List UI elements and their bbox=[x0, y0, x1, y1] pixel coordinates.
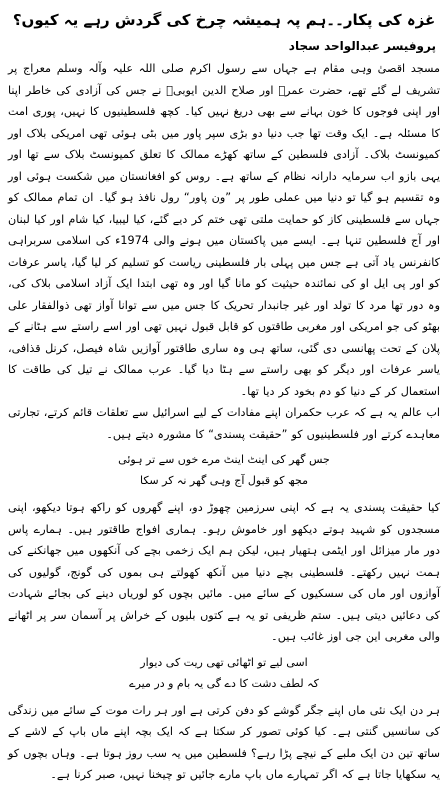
poem-couplet bbox=[8, 449, 440, 491]
paragraph: کیا حقیقت پسندی یہ ہے کہ اپنی سرزمین چھوڑ دو، اپنے گھروں کو راکھ ہوتا دیکھو، اپنی مسجدوں کو شہید ہوتے دیکھو اور خاموش رہو۔ ہماری افواج طاقتور ہیں۔ ہمارے پاس دور مار میزائل اور ایٹمی ہتھیار ہیں، لیکن ہم ایک زخمی بچے کی آنکھوں میں جھانکنے کی ہمت نہیں رکھتے۔ فلسطینی بچے دنیا میں آنکھ کھولتے ہی بموں کی گونج، گولیوں کی آوازوں اور ماں کی سسکیوں کے سائے میں۔ مائیں بچوں کو لوریاں دینے کی بجائے شہادت کی دعائیں دیتی ہیں۔ ستم ظریفی تو یہ ہے کتوں بلیوں کے خراش پر آسمان سر پر اٹھانے والی مغربی این جی اوز غائب ہیں۔ bbox=[8, 501, 440, 643]
poem-line: اسی لیے تو اٹھائی تھی ریت کی دیوار bbox=[140, 655, 308, 669]
poem-line: کہ لطف دشت کا دے گی یہ بام و در میرے bbox=[129, 676, 319, 690]
poem-couplet bbox=[8, 652, 440, 694]
author-byline: پروفیسر عبدالواحد سجاد bbox=[288, 39, 436, 53]
poem-line: جس گھر کی اینٹ اینٹ مرے خوں سے تر ہوئی bbox=[118, 453, 330, 466]
paragraph: مسجد اقصیٰ وہی مقام ہے جہاں سے رسول اکرم صلی اللہ علیہ وآلہ وسلم معراج پر تشریف لے گئے تھے، حضرت عمرؓ اور صلاح الدین ایوبیؒ نے جس کی آزادی کی خاطر اپنا اور اپنی فوجوں کا خون بہانے سے بھی دریغ نہیں کیا۔ کچھ فلسطینیوں کا نہیں، پوری امت کا مسئلہ ہے۔ ایک وقت تھا جب دنیا دو بڑی سپر پاور میں بٹی ہوئی تھی امریکی بلاک اور کمیونسٹ بلاک۔ آزادی فلسطین کے ساتھ کھڑے ممالک کا تعلق کمیونسٹ بلاک سے تھا اور یہی بازو اب سرمایہ دارانہ نظام کے ساتھ ہے۔ روس کو افغانستان میں شکست ہوئی اور وہ تقسیم ہو گیا تو دنیا میں عملی طور پر ”ون پاور“ رول نافذ ہو گیا۔ ان تمام ممالک کو جہاں سے فلسطینی کاز کو حمایت ملتی تھی ختم کر دیے گئے، کیا لیبیا، کیا شام اور کیا لبنان اور آج فلسطین تنہا ہے۔ ایسے میں پاکستان میں ہونے والی 1974ء کی اسلامی سربراہی کانفرنس یاد آتی ہے جس میں پہلی بار فلسطینی ریاست کو تسلیم کر لیا گیا، یاسر عرفات کو اور پی ایل او کی نمائندہ حیثیت کو مانا گیا اور وہ تھی ابتدا ایک آزاد اسلامی بلاک کی، وہ دور تھا مرد کا تولد اور غیر جانبدار تحریک کا جس میں سے توانا آواز تھی ذوالفقار علی بھٹو کی جو امریکی اور مغربی طاقتوں کو قابل قبول نہیں تھی اور اسے راستے سے ہٹانے کے پلان کے تحت پھانسی دی گئی، ساتھ ہی وہ ساری طاقتور آوازیں شاہ فیصل، کرنل قذافی، یاسر عرفات اور دیگر کو بھی راستے سے ہٹا دیا گیا۔ عرب ممالک نے تیل کی طاقت کا استعمال کر کے دنیا کو دم بخود کر دیا تھا۔ bbox=[8, 62, 440, 398]
article-title: غزہ کی پکار۔۔ہم پہ ہمیشہ چرخ کی گردش رہے یہ کیوں؟ bbox=[12, 11, 436, 29]
poem-line: مجھ کو قبول آج وہی گھر نہ کر سکا bbox=[139, 474, 308, 487]
paragraph: اب عالم یہ ہے کہ عرب حکمران اپنے مفادات کے لیے اسرائیل سے تعلقات قائم کرتے، تجارتی معاہدے کرتے اور فلسطینیوں کو ”حقیقت پسندی“ کا مشورہ دیتے ہیں۔ bbox=[8, 406, 440, 441]
paragraph: ہر دن ایک نئی ماں اپنے جگر گوشے کو دفن کرتی ہے اور ہر رات موت کے سائے میں زندگی کی سانسیں گنتی ہے۔ کیا کوئی تصور کر سکتا ہے کہ ایک بچہ اپنے ماں باپ کے لاشے کے ساتھ تین دن ایک ملبے کے نیچے پڑا رہے؟ فلسطین میں یہ سب روز ہوتا ہے۔ وہاں بچوں کو یہ سکھایا جاتا ہے کہ اگر تمہارے ماں باپ مارے جائیں تو چیخنا نہیں، صبر کرنا ہے۔ bbox=[8, 703, 440, 781]
